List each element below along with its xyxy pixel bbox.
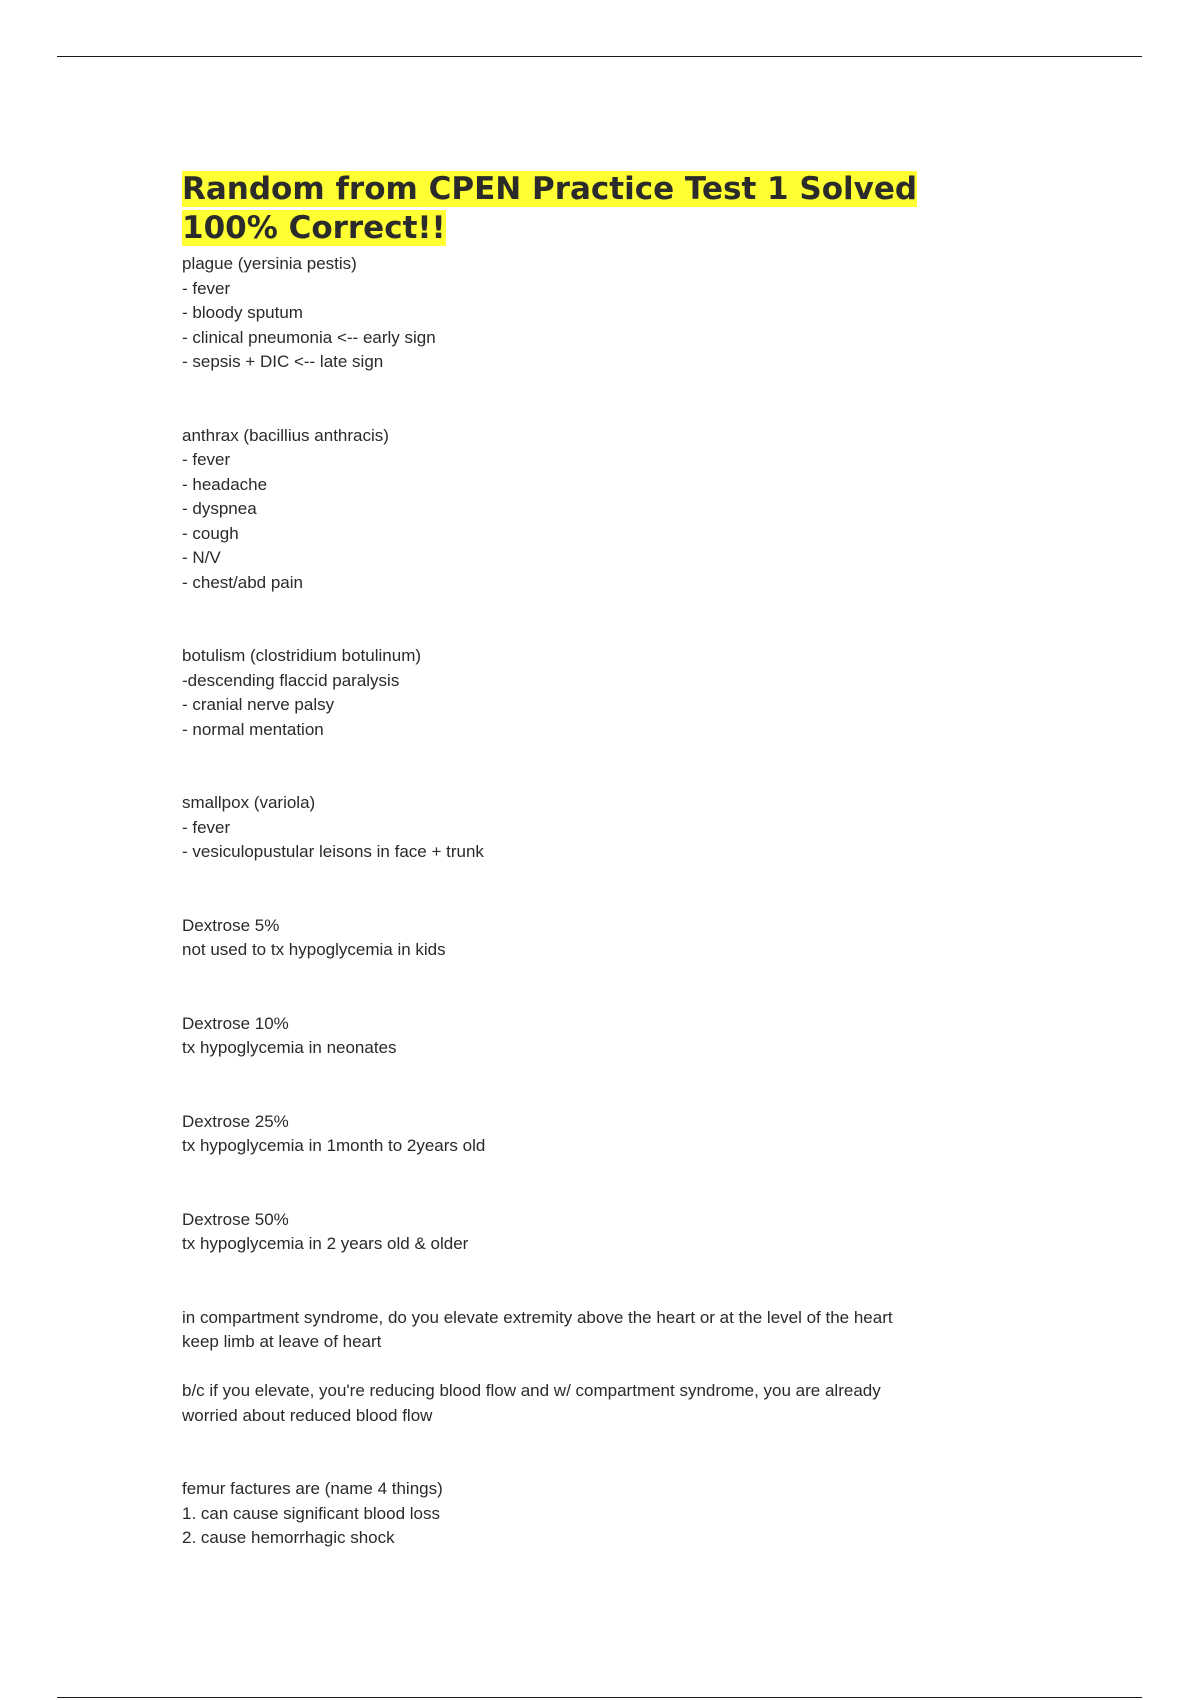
flashcard-line: not used to tx hypoglycemia in kids [182, 940, 446, 959]
flashcard-line: tx hypoglycemia in 2 years old & older [182, 1234, 469, 1253]
flashcard-term: plague (yersinia pestis) [182, 254, 357, 273]
flashcard-line: worried about reduced blood flow [182, 1405, 433, 1425]
footer-rule [57, 1697, 1142, 1698]
flashcard-term: Dextrose 50% [182, 1209, 289, 1229]
flashcard-term: Dextrose 10% [182, 1013, 289, 1033]
flashcard-paragraph [182, 1110, 1002, 1159]
flashcard-section [182, 1306, 1002, 1429]
flashcard-line: tx hypoglycemia in 1month to 2years old [182, 1136, 486, 1155]
flashcard-section [182, 1110, 1002, 1159]
flashcard-section [182, 424, 1002, 596]
document-body [182, 170, 1002, 1551]
flashcard-line: -descending flaccid paralysis [182, 670, 400, 690]
flashcard-line: - cranial nerve palsy [182, 695, 335, 714]
flashcard-paragraph [182, 644, 1002, 742]
section-gap [182, 1428, 1002, 1477]
flashcard-section [182, 1012, 1002, 1061]
flashcard-section [182, 1208, 1002, 1257]
section-gap [182, 963, 1002, 1012]
flashcard-section [182, 1477, 1002, 1551]
flashcard-term: botulism (clostridium botulinum) [182, 646, 422, 665]
section-gap [182, 1061, 1002, 1110]
flashcard-term: femur factures are (name 4 things) [182, 1479, 443, 1498]
flashcard-line: - fever [182, 450, 231, 469]
flashcard-line: tx hypoglycemia in neonates [182, 1038, 397, 1057]
flashcard-line: - cough [182, 523, 239, 543]
flashcard-section [182, 252, 1002, 375]
flashcard-line: - dyspnea [182, 499, 257, 518]
flashcard-term: Dextrose 5% [182, 915, 280, 935]
paragraph-gap [182, 1355, 1002, 1380]
flashcard-line: - fever [182, 278, 231, 298]
flashcard-paragraph [182, 252, 1002, 375]
title-highlight: Random from CPEN Practice Test 1 Solved 100% Correct!! [182, 171, 918, 246]
flashcard-line: b/c if you elevate, you're reducing blood flow and w/ compartment syndrome, you are already [182, 1381, 881, 1400]
flashcard-paragraph [182, 1306, 1002, 1355]
flashcard-paragraph [182, 1379, 1002, 1428]
flashcard-list [182, 252, 1002, 1551]
section-gap [182, 1257, 1002, 1306]
document-title [182, 170, 1002, 248]
flashcard-line: - clinical pneumonia <-- early sign [182, 327, 436, 347]
flashcard-line: - bloody sputum [182, 303, 303, 322]
flashcard-line: - vesiculopustular leisons in face + trunk [182, 842, 484, 861]
flashcard-line: - N/V [182, 548, 221, 567]
flashcard-paragraph [182, 914, 1002, 963]
flashcard-paragraph [182, 424, 1002, 596]
flashcard-term: anthrax (bacillius anthracis) [182, 425, 389, 445]
flashcard-term: in compartment syndrome, do you elevate extremity above the heart or at the level of the heart [182, 1307, 893, 1327]
flashcard-paragraph [182, 1208, 1002, 1257]
flashcard-line: keep limb at leave of heart [182, 1332, 382, 1351]
section-gap [182, 375, 1002, 424]
section-gap [182, 595, 1002, 644]
flashcard-line: - chest/abd pain [182, 572, 303, 592]
section-gap [182, 865, 1002, 914]
flashcard-line: - headache [182, 474, 268, 494]
flashcard-paragraph [182, 791, 1002, 865]
flashcard-line: 2. cause hemorrhagic shock [182, 1528, 395, 1547]
flashcard-line: - normal mentation [182, 719, 324, 739]
section-gap [182, 1159, 1002, 1208]
flashcard-line: - fever [182, 817, 231, 837]
section-gap [182, 742, 1002, 791]
flashcard-term: smallpox (variola) [182, 793, 316, 812]
flashcard-section [182, 791, 1002, 865]
flashcard-term: Dextrose 25% [182, 1111, 289, 1131]
flashcard-paragraph [182, 1477, 1002, 1551]
header-rule [57, 56, 1142, 57]
flashcard-section [182, 644, 1002, 742]
flashcard-line: - sepsis + DIC <-- late sign [182, 352, 384, 371]
flashcard-paragraph [182, 1012, 1002, 1061]
flashcard-section [182, 914, 1002, 963]
flashcard-line: 1. can cause significant blood loss [182, 1503, 440, 1523]
